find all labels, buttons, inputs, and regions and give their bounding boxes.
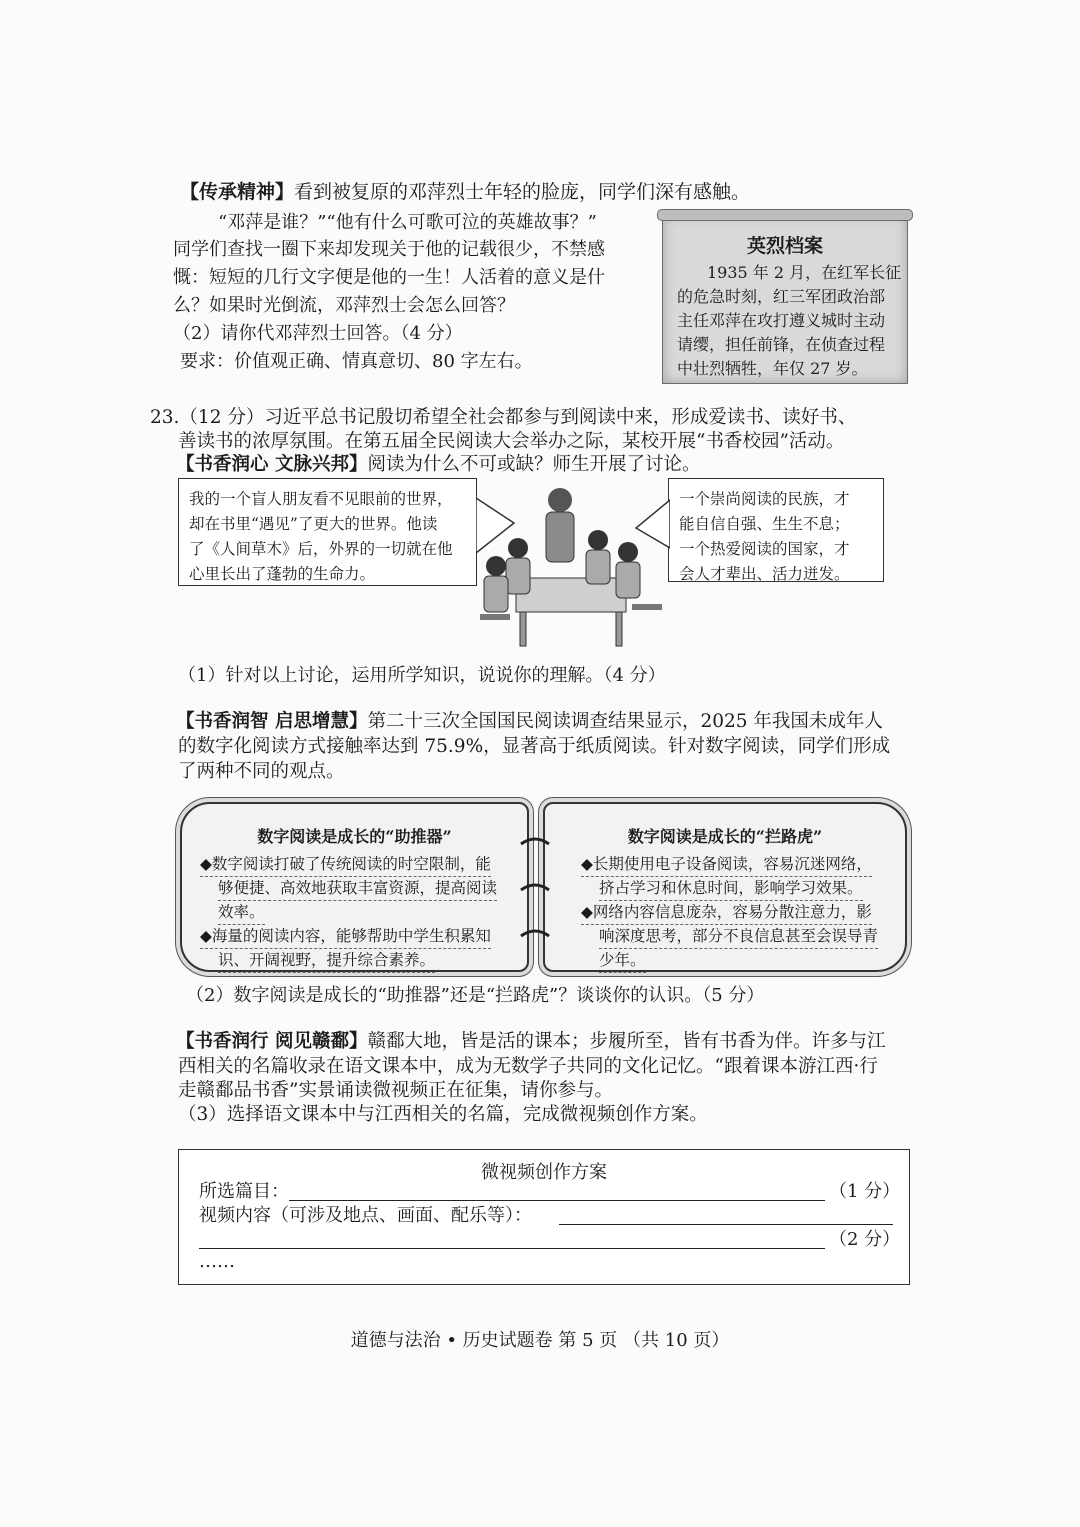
subsection-text: 阅读为什么不可或缺？师生开展了讨论。 [367,454,701,475]
subsection-text: 第二十三次全国国民阅读调查结果显示，2025 年我国未成年人 [367,711,883,732]
subsection-line: 走赣鄱品书香”实景诵读微视频正在征集，请你参与。 [178,1080,613,1101]
question-1: （1）针对以上讨论，运用所学知识，说说你的理解。（4 分） [178,665,666,686]
video-plan-box [178,1149,910,1285]
plan-field2-answer-line-2[interactable] [199,1248,825,1249]
book-right-line: ◆长期使用电子设备阅读，容易沉迷网络， [581,852,872,877]
speech-tail-right [636,500,670,548]
page-footer: 道德与法治 • 历史试题卷 第 5 页 （共 10 页） [350,1330,730,1351]
plan-field2-answer-line[interactable] [559,1224,893,1225]
question-23-line: 23.（12 分）习近平总书记殷切希望全社会都参与到阅读中来，形成爱读书、读好书、 [150,407,857,428]
requirement-text: 要求：价值观正确、情真意切、80 字左右。 [180,351,533,372]
book-right-line: 少年。 [599,948,646,973]
archive-line: 1935 年 2 月，在红军长征 [707,263,902,282]
section-heading: 【传承精神】 [180,181,295,203]
archive-line: 请缨，担任前锋，在侦查过程 [677,335,886,354]
paragraph-line: “邓萍是谁？”“他有什么可歌可泣的英雄故事？” [218,212,597,233]
book-left-line: ◆数字阅读打破了传统阅读的时空限制，能 [200,852,491,877]
subsection-text: 赣鄱大地，皆是活的课本；步履所至，皆有书香为伴。许多与江 [367,1031,886,1052]
subsection-line: 西相关的名篇收录在语文课本中，成为无数学子共同的文化记忆。“跟着课本游江西·行 [178,1056,878,1077]
book-right-line: 响深度思考，部分不良信息甚至会误导青 [599,924,878,949]
archive-line: 的危急时刻，红三军团政治部 [677,287,886,306]
plan-ellipsis: …… [199,1251,235,1272]
book-right-line: 挤占学习和休息时间，影响学习效果。 [599,876,863,901]
student-head [508,538,528,558]
teacher-body [546,512,574,562]
book-left-title: 数字阅读是成长的“助推器” [257,827,452,846]
subsection-heading: 【书香润智 启思增慧】 [176,711,368,732]
teacher-head [548,488,572,512]
book-right-line: ◆网络内容信息庞杂，容易分散注意力，影 [581,900,872,925]
speech-line: 一个热爱阅读的国家，才 [679,540,850,558]
archive-line: 中壮烈牺牲，年仅 27 岁。 [677,359,868,378]
paragraph-line: 慨：短短的几行文字便是他的一生！人活着的意义是什 [173,267,605,288]
subsection-line [176,1030,885,1054]
archive-line: 主任邓萍在攻打遵义城时主动 [677,311,886,330]
subsection-line: 的数字化阅读方式接触率达到 75.9%，显著高于纸质阅读。针对数字阅读，同学们形成 [178,736,891,757]
speech-line: 心里长出了蓬勃的生命力。 [189,565,376,583]
plan-field2-label: 视频内容（可涉及地点、画面、配乐等）： [199,1205,532,1226]
speech-line: 我的一个盲人朋友看不见眼前的世界， [189,490,453,508]
book-left-line: 够便捷、高效地获取丰富资源，提高阅读 [218,876,497,901]
speech-box-left [178,478,477,586]
paragraph-line: 同学们查找一圈下来却发现关于他的记载很少，不禁感 [173,239,605,260]
paragraph-line: 么？如果时光倒流，邓萍烈士会怎么回答？ [173,295,515,316]
book-binding-rings [515,830,555,950]
section-heading-text: 看到被复原的邓萍烈士年轻的脸庞，同学们深有感触。 [294,181,751,203]
hero-archive-scroll [662,214,908,384]
speech-tail-left [476,498,514,553]
archive-title: 英烈档案 [746,235,823,257]
subsection-heading: 【书香润行 阅见赣鄱】 [176,1031,368,1052]
speech-line: 了《人间草木》后，外界的一切就在他 [189,540,453,558]
book-left-page [180,802,529,972]
question-3: （3）选择语文课本中与江西相关的名篇，完成微视频创作方案。 [178,1104,708,1125]
question-23-line: 善读书的浓厚氛围。在第五届全民阅读大会举办之际，某校开展“书香校园”活动。 [178,431,845,452]
plan-field2-score: （2 分） [829,1229,901,1250]
book-left-line: ◆海量的阅读内容，能够帮助中学生积累知 [200,924,491,949]
plan-field1-answer-line[interactable] [289,1200,825,1201]
book-left-line: 效率。 [218,900,265,925]
discussion-illustration [476,478,670,654]
book-left-line: 识、开阔视野，提升综合素养。 [218,948,435,973]
speech-line: 一个崇尚阅读的民族，才 [679,490,850,508]
book-right-title: 数字阅读是成长的“拦路虎” [627,827,823,846]
speech-box-right [668,478,884,582]
subsection-line [176,710,883,734]
plan-field1-label: 所选篇目： [199,1181,289,1202]
speech-line: 却在书里“遇见”了更大的世界。他读 [189,515,438,533]
question-2: （2）数字阅读是成长的“助推器”还是“拦路虎”？谈谈你的认识。（5 分） [186,985,765,1006]
speech-line: 会人才辈出、活力迸发。 [679,565,850,583]
subsection-line [176,453,700,477]
subsection-line: 了两种不同的观点。 [178,761,345,782]
plan-field1-score: （1 分） [829,1181,901,1202]
book-right-page [543,802,907,972]
table [516,578,626,612]
student-head [618,542,638,562]
plan-title: 微视频创作方案 [481,1162,607,1183]
speech-line: 能自信自强、生生不息； [679,515,850,533]
student-head [588,530,608,550]
subsection-heading: 【书香润心 文脉兴邦】 [176,454,368,475]
student-head [486,556,506,576]
question-text: （2）请你代邓萍烈士回答。（4 分） [173,323,463,344]
section-heading-line [180,180,750,204]
